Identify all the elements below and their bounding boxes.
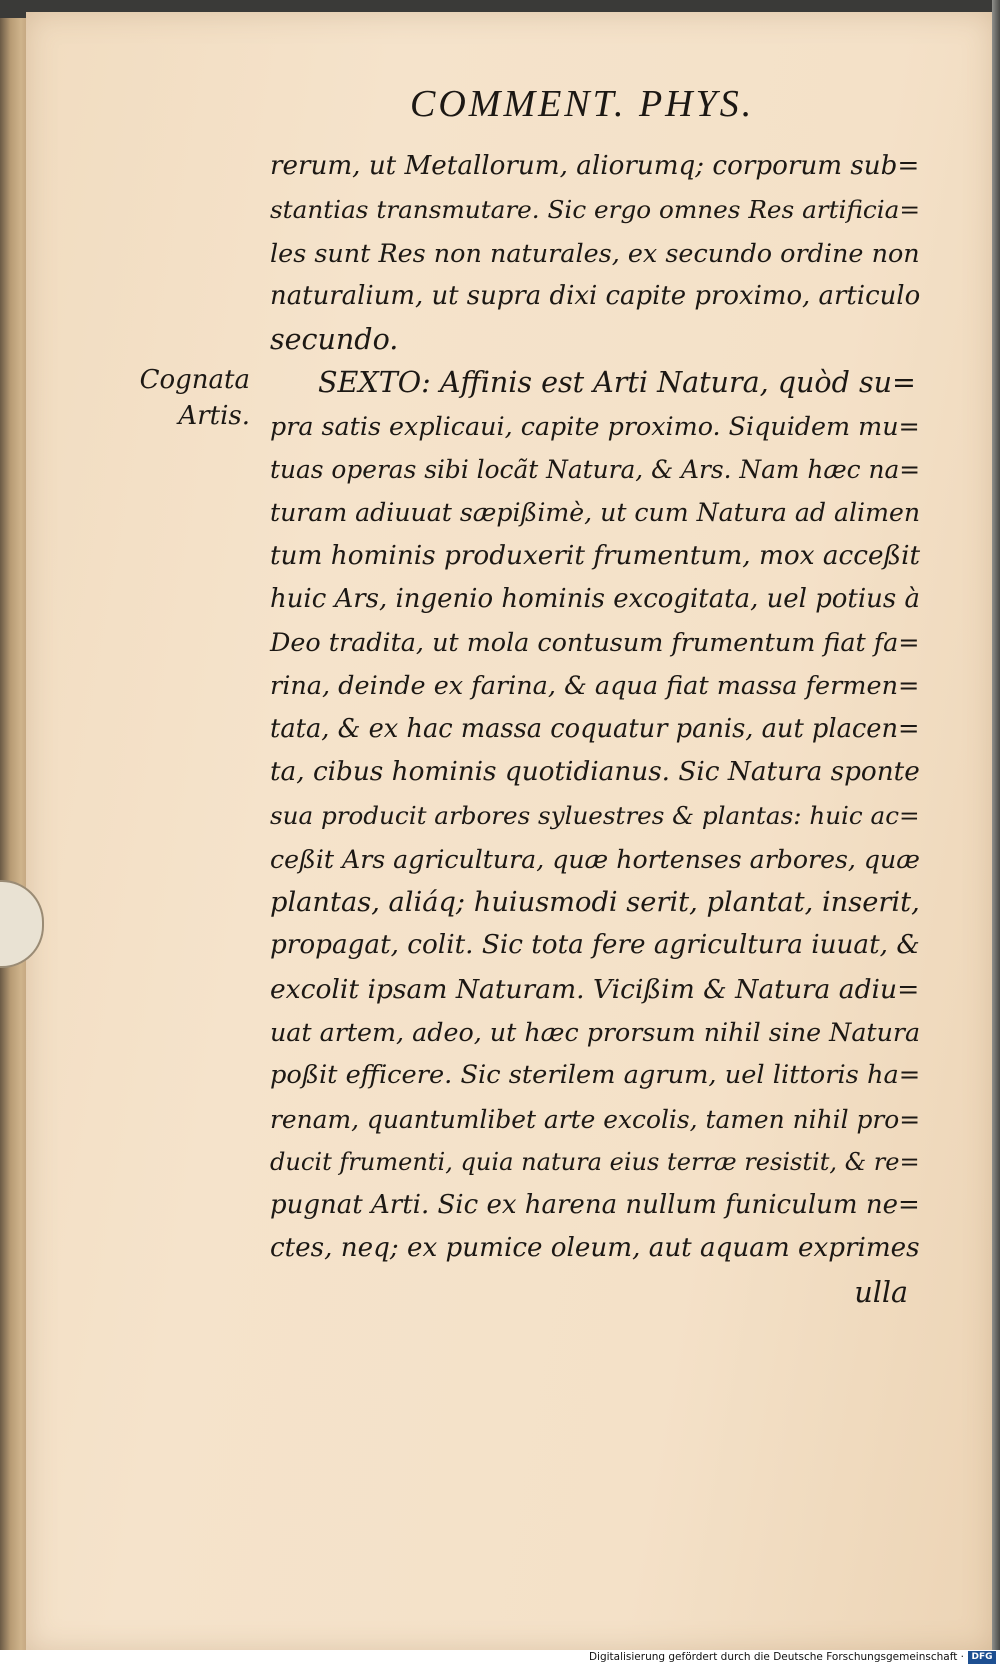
text-line: ta, cibus hominis quotidianus. Sic Natura sponte <box>270 757 920 788</box>
text-line: secundo. <box>270 322 399 357</box>
marginal-note-line: Cognata <box>139 365 250 395</box>
text-line: poßit efficere. Sic sterilem agrum, uel littoris ha= <box>270 1060 921 1091</box>
text-line: renam, quantumlibet arte excolis, tamen nihil pro= <box>270 1104 921 1134</box>
text-line: uat artem, adeo, ut hæc prorsum nihil sine Natura <box>270 1016 921 1047</box>
text-line: les sunt Res non naturales, ex secundo ordine non <box>270 237 920 268</box>
marginal-note-line: Artis. <box>178 401 250 431</box>
text-line: stantias transmutare. Sic ergo omnes Res artificia= <box>270 195 921 225</box>
text-line: pugnat Arti. Sic ex harena nullum funiculum ne= <box>270 1190 920 1221</box>
text-line: naturalium, ut supra dixi capite proximo, articulo <box>270 280 921 311</box>
text-line: tuas operas sibi locãt Natura, & Ars. Nam hæc na= <box>270 455 921 485</box>
text-line: tum hominis produxerit frumentum, mox acceßit <box>270 540 921 571</box>
text-line: rerum, ut Metallorum, aliorumq; corporum sub= <box>270 151 920 181</box>
catchword: ulla <box>854 1274 908 1309</box>
text-line: sua producit arbores syluestres & plantas: huic ac= <box>270 801 920 831</box>
text-line: ceßit Ars agricultura, quæ hortenses arbores, quæ <box>270 844 920 874</box>
text-line: plantas, aliáq; huiusmodi serit, plantat, inserit, <box>270 887 920 919</box>
dfg-logo-icon: DFG <box>968 1651 996 1664</box>
marginal-note <box>120 362 250 434</box>
text-line: huic Ars, ingenio hominis excogitata, uel potius à <box>270 583 920 614</box>
text-line: ctes, neq; ex pumice oleum, aut aquam exprimes <box>270 1233 920 1264</box>
text-line: rina, deinde ex farina, & aqua fiat massa fermen= <box>270 670 920 701</box>
text-line: ducit frumenti, quia natura eius terræ resistit, & re= <box>270 1147 920 1176</box>
text-line: propagat, colit. Sic tota fere agricultura iuuat, & <box>270 930 920 961</box>
text-line: SEXTO: Affinis est Arti Natura, quòd su= <box>318 365 916 400</box>
text-line: Deo tradita, ut mola contusum frumentum fiat fa= <box>270 627 920 658</box>
funding-credit: Digitalisierung gefördert durch die Deutsche Forschungsgemeinschaft · <box>588 1651 964 1663</box>
running-head: COMMENT. PHYS. <box>410 83 755 125</box>
text-line: turam adiuuat sæpißimè, ut cum Natura ad alimen <box>270 498 921 528</box>
text-line: tata, & ex hac massa coquatur panis, aut placen= <box>270 713 920 744</box>
body-text <box>270 145 930 1314</box>
text-line: excolit ipsam Naturam. Vicißim & Natura adiu= <box>270 973 920 1005</box>
book-right-edge <box>992 0 1000 1650</box>
text-line: pra satis explicaui, capite proximo. Siquidem mu= <box>270 410 920 441</box>
